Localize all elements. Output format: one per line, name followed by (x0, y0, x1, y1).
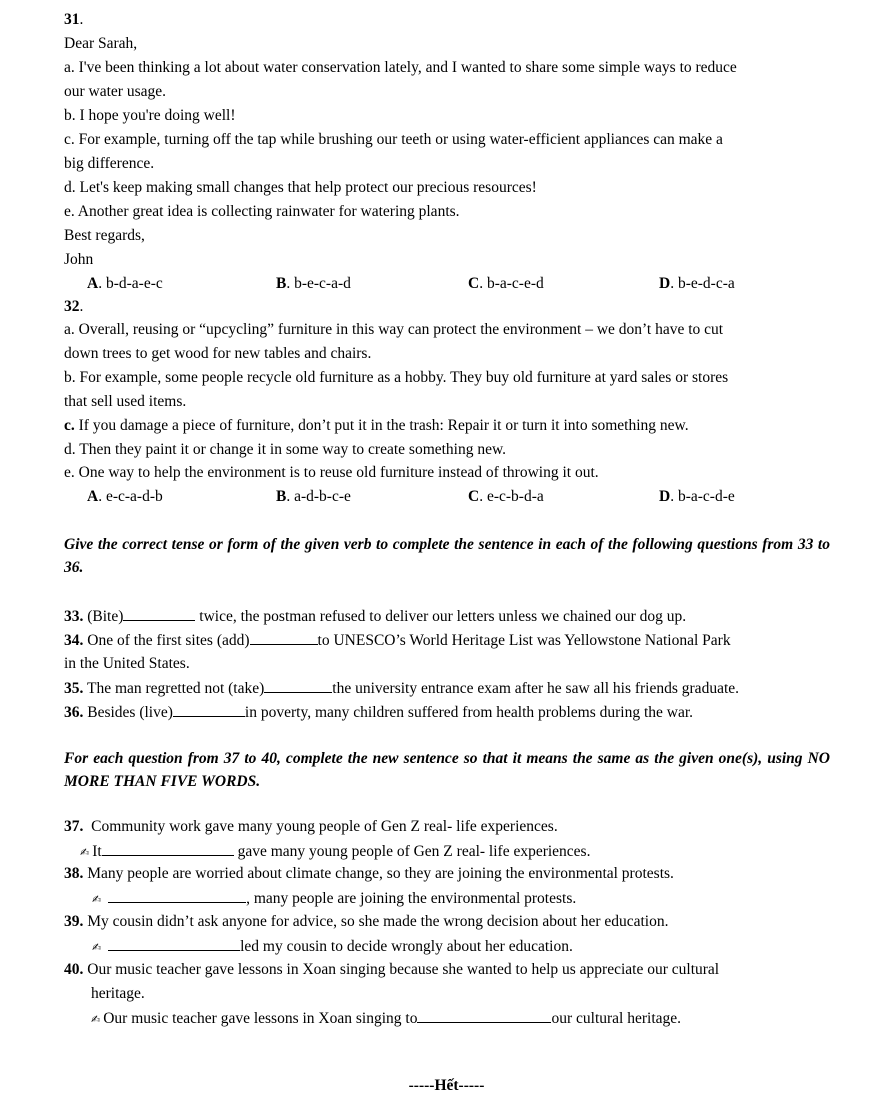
q32-sentence-a: a. Overall, reusing or “upcycling” furniture in this way can protect the environment – we don’t have to cut (64, 321, 724, 338)
question-40: 40. Our music teacher gave lessons in Xoan singing because she wanted to help us appreciate our cultural (64, 961, 720, 978)
writing-hand-icon: ✍ (91, 1013, 101, 1026)
q32-option-c[interactable]: C. e-c-b-d-a (468, 488, 544, 505)
q40-answer-line: ✍ Our music teacher gave lessons in Xoan singing to our cultural heritage. (91, 1008, 681, 1030)
q32-sentence-b-cont: that sell used items. (64, 393, 187, 410)
q31-sentence-c: c. For example, turning off the tap while brushing our teeth or using water-efficient appliances can make a (64, 131, 723, 148)
letter-closing: Best regards, (64, 227, 145, 244)
question-39: 39. My cousin didn’t ask anyone for advice, so she made the wrong decision about her education. (64, 913, 669, 930)
q32-sentence-a-cont: down trees to get wood for new tables and chairs. (64, 345, 372, 362)
question-40-cont: heritage. (91, 985, 145, 1002)
q37-answer-blank[interactable] (102, 841, 234, 856)
q32-sentence-e: e. One way to help the environment is to reuse old furniture instead of throwing it out. (64, 464, 599, 481)
question-33: 33. (Bite) twice, the postman refused to deliver our letters unless we chained our dog up. (64, 608, 687, 625)
question-37: 37. Community work gave many young people of Gen Z real- life experiences. (64, 818, 558, 835)
question-32-number: 32. (64, 298, 84, 315)
writing-hand-icon: ✍ (92, 941, 102, 954)
q33-answer-blank[interactable] (123, 606, 195, 621)
q32-option-a[interactable]: A. e-c-a-d-b (87, 488, 163, 505)
question-34-cont: in the United States. (64, 655, 190, 672)
q36-answer-blank[interactable] (173, 702, 245, 717)
writing-hand-icon: ✍ (92, 893, 102, 906)
writing-hand-icon: ✍ (80, 846, 90, 859)
q38-answer-line: ✍ , many people are joining the environmental protests. (92, 888, 576, 910)
q32-sentence-d: d. Then they paint it or change it in some way to create something new. (64, 441, 507, 458)
q32-sentence-b: b. For example, some people recycle old furniture as a hobby. They buy old furniture at yard sales or stores (64, 369, 729, 386)
end-of-exam-marker: -----Hết----- (408, 1077, 485, 1094)
q38-answer-blank[interactable] (108, 888, 246, 903)
q37-answer-line: ✍ It gave many young people of Gen Z real- life experiences. (80, 841, 590, 863)
letter-greeting: Dear Sarah, (64, 35, 138, 52)
q31-option-d[interactable]: D. b-e-d-c-a (659, 275, 735, 292)
q40-answer-blank[interactable] (417, 1008, 551, 1023)
q32-option-b[interactable]: B. a-d-b-c-e (276, 488, 351, 505)
q32-option-d[interactable]: D. b-a-c-d-e (659, 488, 735, 505)
q31-sentence-d: d. Let's keep making small changes that help protect our precious resources! (64, 179, 537, 196)
question-38: 38. Many people are worried about climate change, so they are joining the environmental protests. (64, 865, 674, 882)
q31-option-c[interactable]: C. b-a-c-e-d (468, 275, 544, 292)
question-34: 34. One of the first sites (add) to UNESCO’s World Heritage List was Yellowstone National Park (64, 632, 731, 649)
q39-answer-blank[interactable] (108, 936, 240, 951)
q35-answer-blank[interactable] (264, 678, 332, 693)
q31-option-b[interactable]: B. b-e-c-a-d (276, 275, 351, 292)
q31-sentence-b: b. I hope you're doing well! (64, 107, 236, 124)
q31-option-a[interactable]: A. b-d-a-e-c (87, 275, 163, 292)
question-36: 36. Besides (live) in poverty, many children suffered from health problems during the war. (64, 704, 694, 721)
question-31-number: 31. (64, 11, 84, 28)
q31-sentence-c-cont: big difference. (64, 155, 155, 172)
letter-signature: John (64, 251, 94, 268)
q39-answer-line: ✍ led my cousin to decide wrongly about her education. (92, 936, 573, 958)
q34-answer-blank[interactable] (250, 630, 318, 645)
q32-sentence-c: c. If you damage a piece of furniture, don’t put it in the trash: Repair it or turn it into something new. (64, 417, 689, 434)
instruction-verb-forms: Give the correct tense or form of the given verb to complete the sentence in each of the following questions from 33 to 36. (64, 536, 830, 576)
question-35: 35. The man regretted not (take) the university entrance exam after he saw all his friends graduate. (64, 680, 740, 697)
q31-sentence-a-cont: our water usage. (64, 83, 166, 100)
q31-sentence-e: e. Another great idea is collecting rainwater for watering plants. (64, 203, 460, 220)
instruction-rewrite: For each question from 37 to 40, complete the new sentence so that it means the same as the given one(s), using NO MORE THAN FIVE WORDS. (64, 750, 830, 790)
q31-sentence-a: a. I've been thinking a lot about water conservation lately, and I wanted to share some simple ways to reduce (64, 59, 737, 76)
